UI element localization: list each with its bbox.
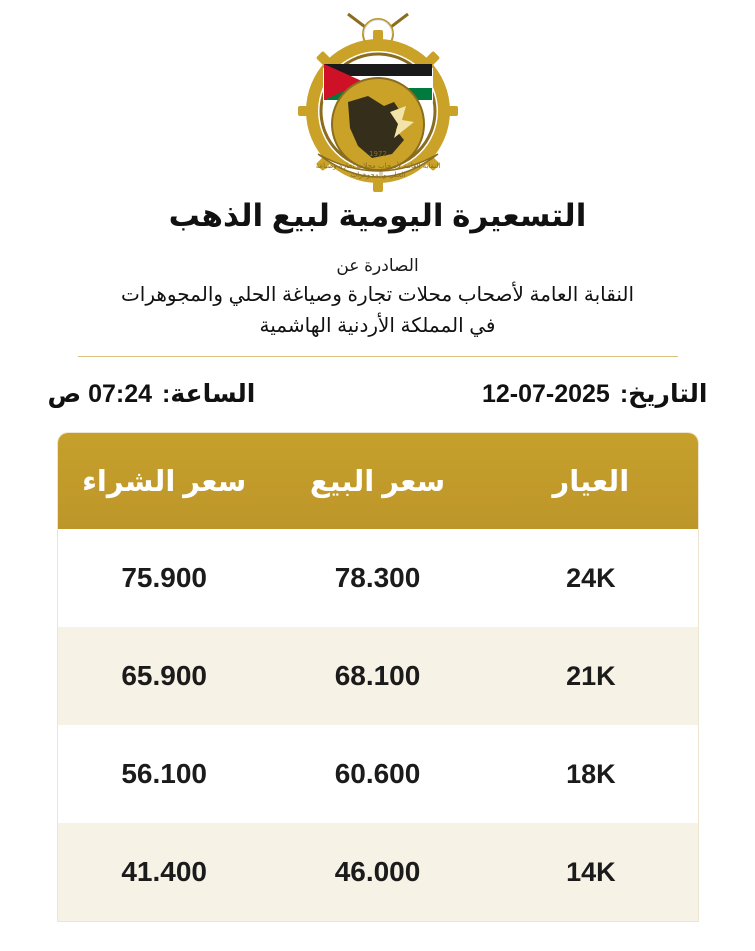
cell-buy-price: 41.400	[121, 856, 207, 887]
svg-text:1972: 1972	[368, 150, 387, 158]
syndicate-logo	[278, 6, 478, 196]
organization-name: النقابة العامة لأصحاب محلات تجارة وصياغة الحلي والمجوهرات	[120, 284, 635, 306]
page-title: التسعيرة اليومية لبيع الذهب	[168, 198, 587, 233]
column-header-sell-price: سعر البيع	[309, 465, 446, 498]
time-value: 07:24 ص	[47, 380, 153, 408]
table-row	[58, 725, 698, 823]
gold-price-table	[58, 433, 698, 921]
cell-sell-price: 68.100	[334, 660, 421, 691]
column-header-karat: العيار	[552, 465, 630, 498]
cell-sell-price: 78.300	[334, 562, 421, 593]
svg-text:النقابة العامة لأصحاب محلات تج: النقابة العامة لأصحاب محلات تجارة وصياغة	[315, 162, 440, 170]
datetime-row	[48, 379, 708, 409]
table-row	[58, 823, 698, 921]
cell-karat: 21K	[566, 660, 616, 691]
table-row	[58, 529, 698, 627]
date-label: التاريخ:	[619, 380, 708, 408]
cell-buy-price: 65.900	[121, 660, 207, 691]
time-group	[48, 379, 256, 409]
table-header-row	[58, 433, 698, 529]
issued-by-label: الصادرة عن	[336, 256, 419, 275]
cell-sell-price: 60.600	[334, 758, 421, 789]
svg-text:الحلي والمجوهرات: الحلي والمجوهرات	[350, 171, 405, 179]
cell-karat: 24K	[566, 562, 616, 593]
date-group	[482, 379, 708, 409]
syndicate-logo-icon	[278, 6, 478, 196]
cell-karat: 14K	[566, 856, 616, 887]
date-value: 12-07-2025	[481, 379, 610, 408]
country-name: في المملكة الأردنية الهاشمية	[259, 315, 496, 337]
time-label: الساعة:	[162, 380, 256, 408]
cell-sell-price: 46.000	[334, 856, 421, 887]
cell-buy-price: 56.100	[121, 758, 207, 789]
cell-buy-price: 75.900	[121, 562, 207, 593]
cell-karat: 18K	[566, 758, 616, 789]
header-divider	[78, 356, 678, 357]
column-header-buy-price: سعر الشراء	[82, 465, 247, 498]
table-row	[58, 627, 698, 725]
